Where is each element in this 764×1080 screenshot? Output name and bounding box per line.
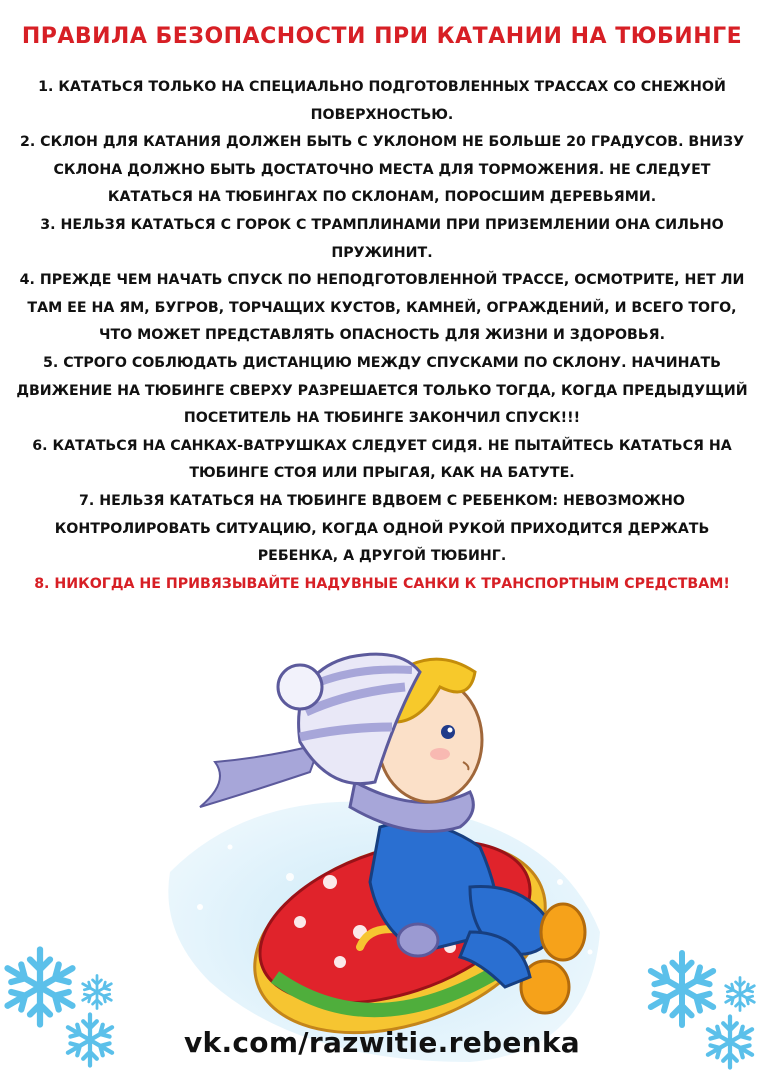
child-on-tube-illustration bbox=[0, 632, 764, 1080]
rule-item: 2. СКЛОН ДЛЯ КАТАНИЯ ДОЛЖЕН БЫТЬ С УКЛОНОМ НЕ БОЛЬШЕ 20 ГРАДУСОВ. ВНИЗУ СКЛОНА ДОЛЖНО БЫТЬ ДОСТАТОЧНО МЕСТА ДЛЯ ТОРМОЖЕНИЯ. НЕ СЛЕДУЕТ КАТАТЬСЯ НА ТЮБИНГАХ ПО СКЛОНАМ, ПОРОСШИМ ДЕРЕВЬЯМИ. bbox=[19, 134, 745, 206]
snowflake-icon bbox=[651, 953, 713, 1025]
snowflake-icon bbox=[83, 976, 112, 1009]
rule-item: 4. ПРЕЖДЕ ЧЕМ НАЧАТЬ СПУСК ПО НЕПОДГОТОВЛЕННОЙ ТРАССЕ, ОСМОТРИТЕ, НЕТ ЛИ ТАМ ЕЕ НА ЯМ, БУГРОВ, ТОРЧАЩИХ КУСТОВ, КАМНЕЙ, ОГРАЖДЕНИЙ, И ВСЕГО ТОГО, ЧТО МОЖЕТ ПРЕДСТАВЛЯТЬ ОПАСНОСТЬ ДЛЯ ЖИЗНИ И ЗДОРОВЬЯ. bbox=[19, 272, 745, 344]
scarf-tail bbox=[200, 744, 320, 807]
snowflake-icon bbox=[726, 978, 755, 1011]
footer-link-text: vk.com/razwitie.rebenka bbox=[183, 1026, 580, 1059]
snowflake-icon bbox=[8, 950, 73, 1025]
rule-item: 3. НЕЛЬЗЯ КАТАТЬСЯ С ГОРОК С ТРАМПЛИНАМИ ПРИ ПРИЗЕМЛЕНИИ ОНА СИЛЬНО ПРУЖИНИТ. bbox=[40, 216, 724, 261]
warning-rule: 8. НИКОГДА НЕ ПРИВЯЗЫВАЙТЕ НАДУВНЫЕ САНКИ К ТРАНСПОРТНЫМ СРЕДСТВАМ! bbox=[34, 575, 730, 592]
rule-item: 6. КАТАТЬСЯ НА САНКАХ-ВАТРУШКАХ СЛЕДУЕТ СИДЯ. НЕ ПЫТАЙТЕСЬ КАТАТЬСЯ НА ТЮБИНГЕ СТОЯ ИЛИ ПРЫГАЯ, КАК НА БАТУТЕ. bbox=[32, 437, 732, 482]
rule-item: 1. КАТАТЬСЯ ТОЛЬКО НА СПЕЦИАЛЬНО ПОДГОТОВЛЕННЫХ ТРАССАХ СО СНЕЖНОЙ ПОВЕРХНОСТЬЮ. bbox=[38, 79, 726, 123]
rules-list bbox=[14, 74, 750, 598]
rule-item: 7. НЕЛЬЗЯ КАТАТЬСЯ НА ТЮБИНГЕ ВДВОЕМ С РЕБЕНКОМ: НЕВОЗМОЖНО КОНТРОЛИРОВАТЬ СИТУАЦИЮ, КОГДА ОДНОЙ РУКОЙ ПРИХОДИТСЯ ДЕРЖАТЬ РЕБЕНКА, А ДРУГОЙ ТЮБИНГ. bbox=[54, 492, 710, 565]
rule-item: 5. СТРОГО СОБЛЮДАТЬ ДИСТАНЦИЮ МЕЖДУ СПУСКАМИ ПО СКЛОНУ. НАЧИНАТЬ ДВИЖЕНИЕ НА ТЮБИНГЕ СВЕРХУ РАЗРЕШАЕТСЯ ТОЛЬКО ТОГДА, КОГДА ПРЕДЫДУЩИЙ ПОСЕТИТЕЛЬ НА ТЮБИНГЕ ЗАКОНЧИЛ СПУСК!!! bbox=[16, 354, 748, 427]
page-title: ПРАВИЛА БЕЗОПАСНОСТИ ПРИ КАТАНИИ НА ТЮБИНГЕ bbox=[21, 24, 743, 49]
